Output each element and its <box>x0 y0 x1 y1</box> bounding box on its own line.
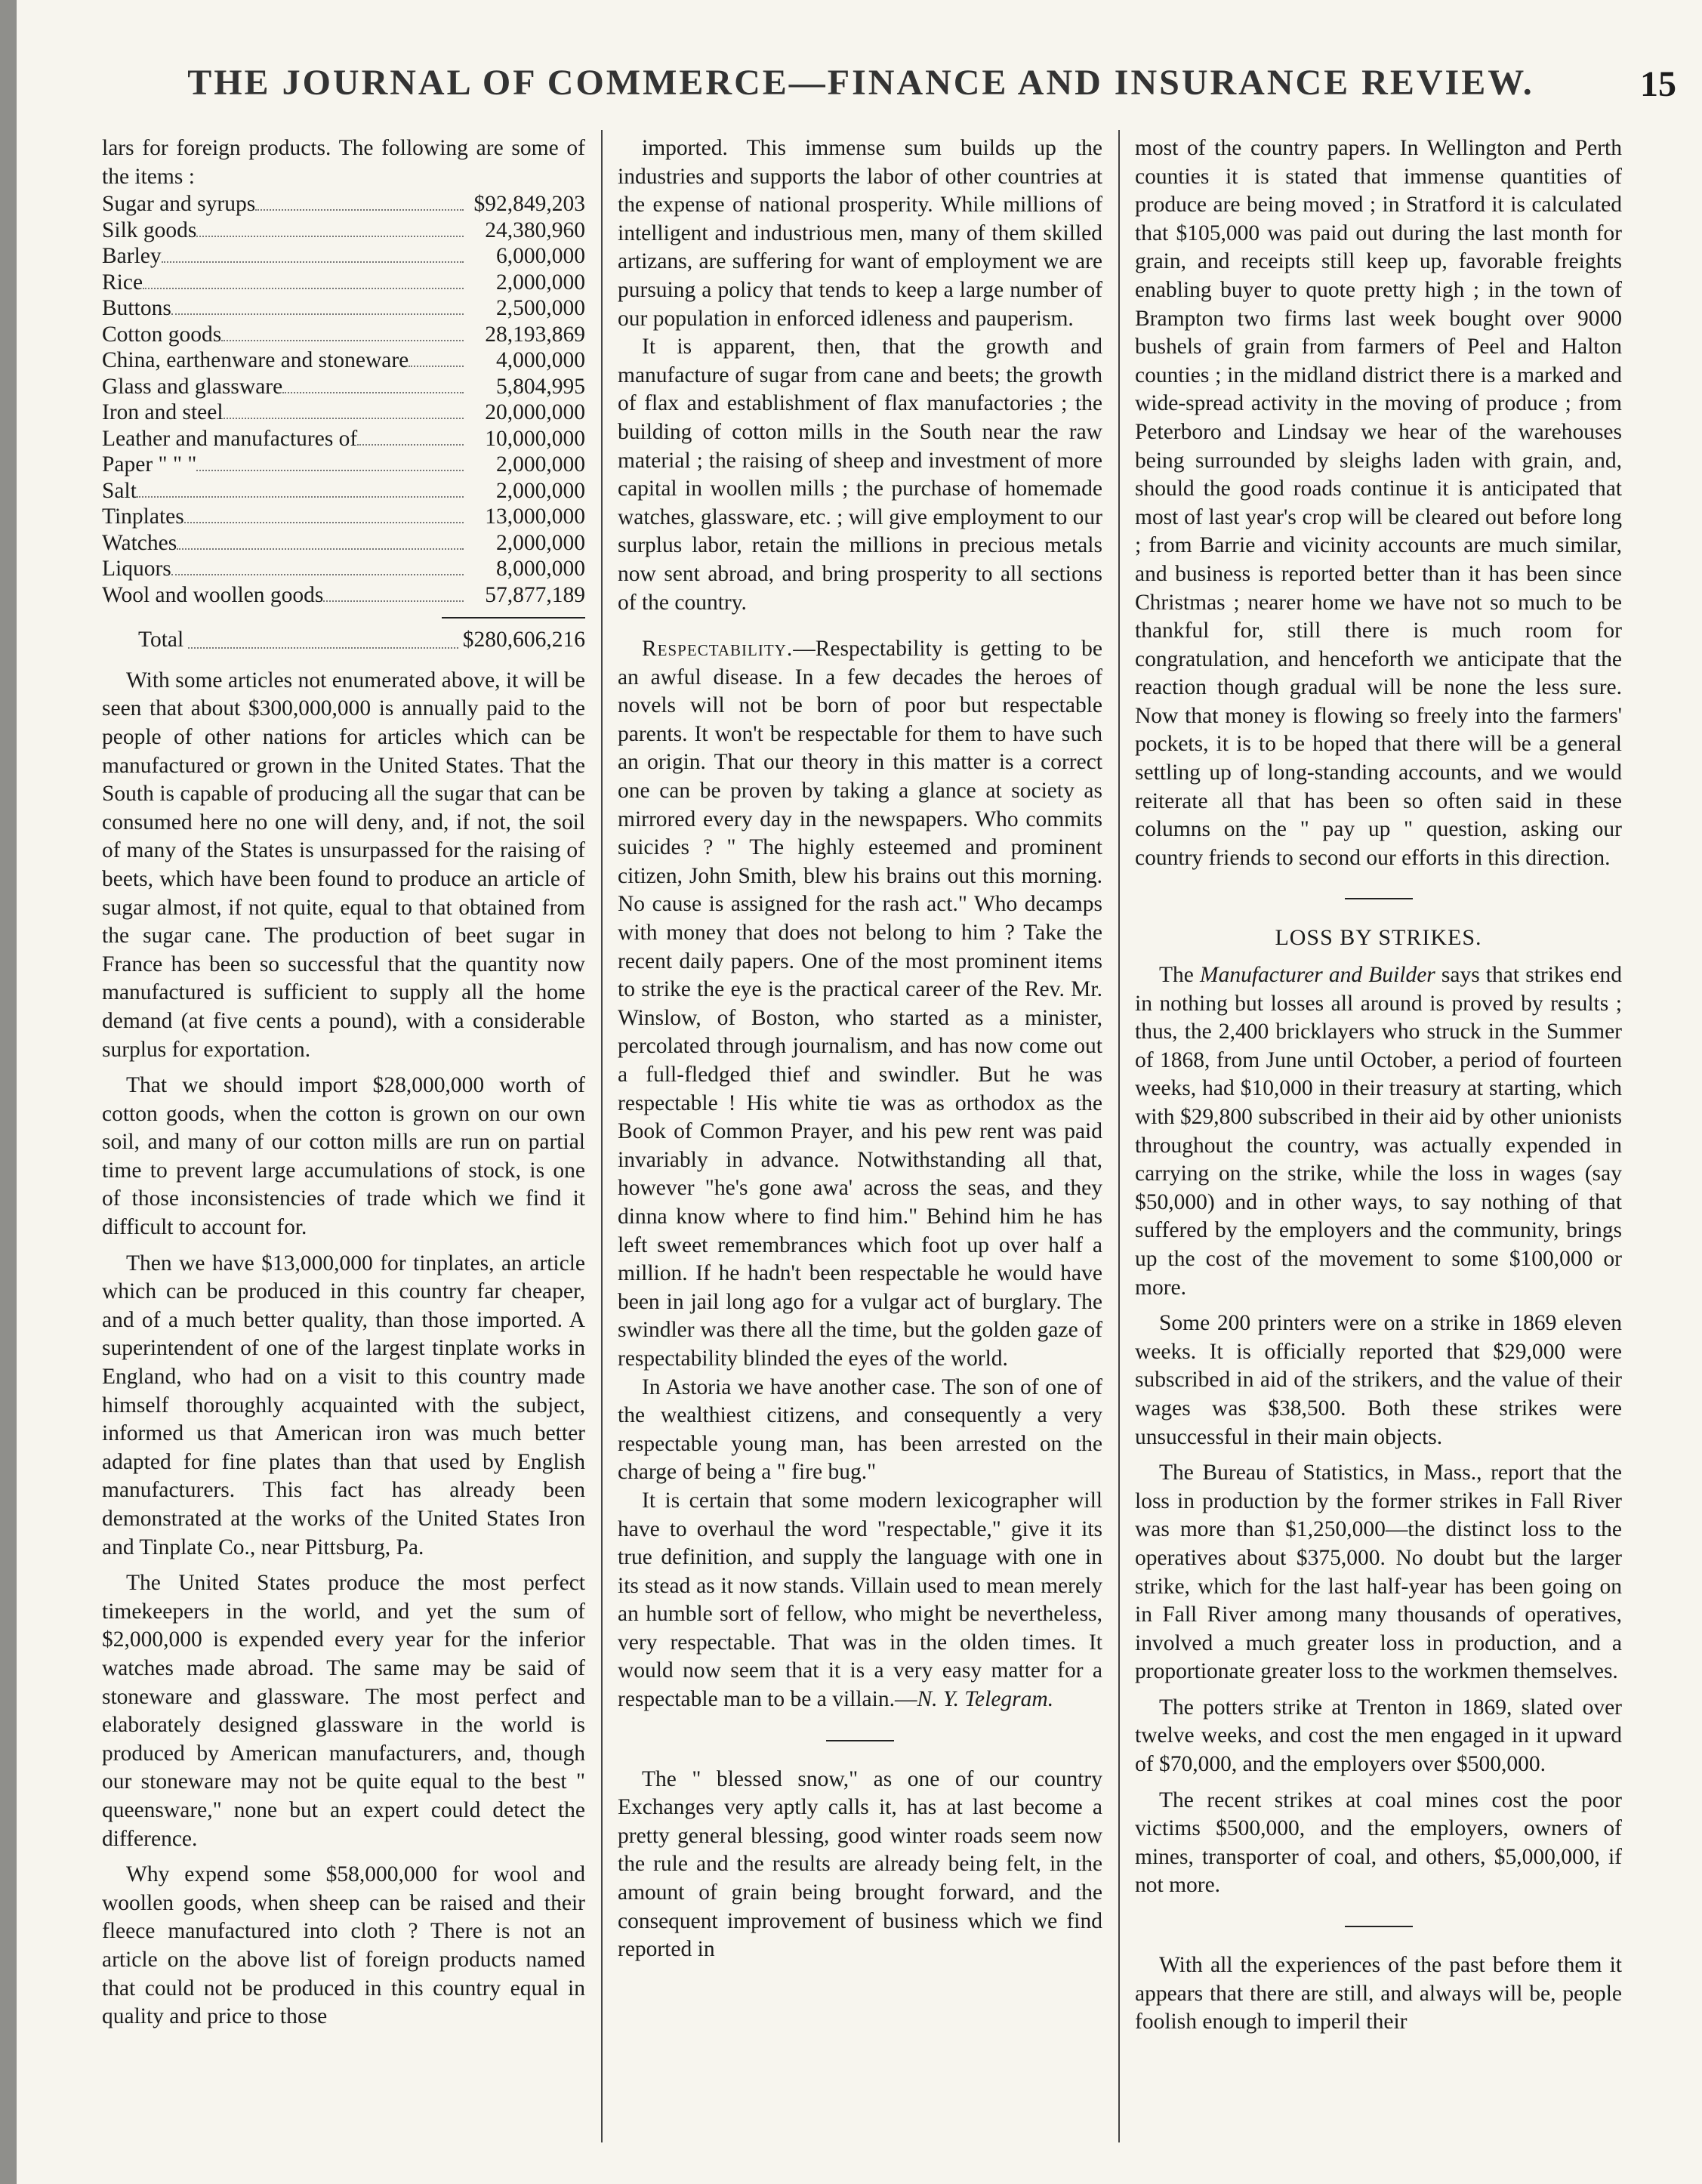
dot-leader <box>171 574 464 575</box>
total-label: Total <box>138 628 184 652</box>
strikes-body <box>1135 1309 1622 1900</box>
article-paragraph: imported. This immense sum builds up the industries and supports the labor of other countries at the expense of national prosperity. While millions of intelligent and industrious men, many of them skilled artizans, are suffering for want of employment we are pursuing a policy that tends to keep a large number of our population in enforced idleness and pauperism. <box>618 136 1102 331</box>
article-paragraph: With some articles not enumerated above, it will be seen that about $300,000,000 is annually paid to the people of other nations for articles which can be manufactured or grown in the United States. That the South is capable of producing all the sugar that can be consumed here no one will deny, and, if not, the soil of many of the States is unsurpassed for the raising of beets, which have been found to produce an article of sugar almost, if not quite, equal to that obtained from the sugar cane. The production of beet sugar in France has been so successful that the quantity now manufactured is sufficient to supply all the home demand (at five cents a pound), with a considerable surplus for exportation. <box>102 668 585 1062</box>
import-item-amount: 20,000,000 <box>485 400 585 425</box>
section-rule <box>1345 1926 1413 1927</box>
import-item-amount: 8,000,000 <box>496 557 585 581</box>
import-item-label: Wool and woollen goods <box>102 582 324 607</box>
snow-continued: most of the country papers. In Wellington and Perth counties it is stated that immense quantities of produce are being moved ; in Stratford it is calculated that $105,000 was paid out during the last month for grain, and receipts still keep up, favorable freights enabling buyer to quote pretty high ; in the town of Brampton two firms last week bought over 9000 bushels of grain from farmers of Peel and Halton counties ; in the midland district there is a marked and wide-spread activity in the moving of produce ; from Peterboro and Lindsay we hear of the warehouses being surrounded by sleighs laden with grain, and, should the good roads continue it is anticipated that most of last year's crop will be cleared out before long ; from Barrie and vicinity accounts are much similar, and business is reported better than it has been since Christmas ; nearer home we have not so much to be thankful for, still there is much room for congratulation, and henceforth we anticipate that the reaction though gradual will be none the less sure. Now that money is flowing so freely into the farmers' pockets, it is to be hoped that there will be a general settling up of long-standing accounts, and we would reiterate all that has been so often said in these columns on the " pay up " question, asking our country friends to second our efforts in this direction. <box>1135 136 1622 870</box>
dot-leader <box>177 548 464 550</box>
import-item-label: Rice <box>102 270 143 295</box>
imports-table <box>102 191 585 608</box>
dot-leader <box>171 313 464 315</box>
import-item-label: Iron and steel <box>102 400 224 425</box>
dot-leader <box>323 600 464 602</box>
article-paragraph: That we should import $28,000,000 worth of cotton goods, when the cotton is grown on our own soil, and many of our cotton mills are run on partial time to prevent large accumulations of stock, is one of those inconsistencies of trade which we find it difficult to account for. <box>102 1073 585 1240</box>
import-item-row <box>102 426 585 452</box>
dot-leader <box>162 261 464 263</box>
import-item-row <box>102 452 585 478</box>
import-item-row <box>102 582 585 609</box>
import-item-label: Watches <box>102 530 177 555</box>
import-item-row <box>102 243 585 270</box>
import-item-row <box>102 270 585 296</box>
import-item-row <box>102 530 585 557</box>
respectability-body <box>618 1374 1102 1487</box>
import-item-row <box>102 322 585 348</box>
article-paragraph: Why expend some $58,000,000 for wool and woollen goods, when sheep can be raised and their fleece manufactured into cloth ? There is not an article on the above list of foreign products named that could not be produced in this country equal in quality and price to those <box>102 1862 585 2029</box>
import-item-row <box>102 478 585 504</box>
import-item-label: China, earthenware and stoneware <box>102 348 409 373</box>
dot-leader <box>282 392 464 393</box>
column-3 <box>1135 134 1622 2037</box>
respectability-paragraph-1: Respectability.—Respectability is getting to be an awful disease. In a few decades the heroes of novels will not be born of poor but respectable parents. It won't be respectable for them to have such an origin. That our theory in this matter is a correct one can be proven by taking a glance at society as mirrored every day in the newspapers. Who commits suicides ? " The highly esteemed and prominent citizen, John Smith, blew his brains out this morning. No cause is assigned for the rash act." Who decamps with money that does not belong to him ? Take the recent daily papers. One of the most prominent items to strike the eye is the practical career of the Rev. Mr. Winslow, of Boston, who started as a minister, percolated through journalism, and has now come out a full-fledged thief and swindler. But he was respectable ! His white tie was as orthodox as the Book of Common Prayer, and his pew rent was paid invariably in advance. Notwithstanding all that, however "he's gone awa' across the seas, and they dinna know where to find him." Behind him he has left sweet remembrances which foot up over half a million. If he hadn't been respectable he would have been in jail long ago for a vulgar act of burglary. The swindler was there all the time, but the golden gaze of respectability blinded the eyes of the world. <box>618 637 1102 1371</box>
import-item-amount: 2,000,000 <box>496 270 585 295</box>
import-item-amount: 5,804,995 <box>496 374 585 399</box>
import-item-label: Silk goods <box>102 217 197 242</box>
dot-leader <box>255 209 464 211</box>
imports-article-body <box>102 667 585 2031</box>
snow-paragraph: The " blessed snow," as one of our country Exchanges very aptly calls it, has at last become a pretty general blessing, good winter roads seem now the rule and the results are already being felt, in the amount of grain being brought forward, and the consequent improvement of business which we find reported in <box>618 1766 1102 1962</box>
import-item-row <box>102 556 585 582</box>
strikes-paragraph-1: The Manufacturer and Builder says that strikes end in nothing but losses all around is proved by results ; thus, the 2,400 bricklayers who struck in the Summer of 1868, from June until October, a period of fourteen weeks, had $10,000 in their treasury at starting, which with $29,800 subscribed in their aid by other unionists throughout the country, was actually expended in carrying on the strike, while the loss in wages (say $50,000) and in other ways, to say nothing of that suffered by the employers and the community, brings up the cost of the movement to some $100,000 or more. <box>1135 963 1622 1300</box>
section-rule <box>826 1740 894 1741</box>
import-item-row <box>102 217 585 244</box>
import-item-label: Tinplates <box>102 504 184 529</box>
dot-leader <box>221 340 464 341</box>
import-item-label: Sugar and syrups <box>102 192 256 217</box>
column-2 <box>618 134 1102 1964</box>
total-row <box>138 626 585 655</box>
dot-leader <box>196 470 464 471</box>
page-header <box>45 62 1676 115</box>
column-1 <box>102 134 585 2031</box>
import-item-label: Buttons <box>102 296 171 321</box>
strikes-paragraph: The recent strikes at coal mines cost the poor victims $500,000, and the employers, owners of mines, transporter of coal, and others, $5,000,000, if not more. <box>1135 1788 1622 1898</box>
dot-leader <box>196 236 464 237</box>
imports-intro: lars for foreign products. The following are some of the items : <box>102 136 585 189</box>
import-item-amount: 28,193,869 <box>485 322 585 347</box>
import-item-amount: 2,500,000 <box>496 296 585 321</box>
imports-article-continued <box>618 134 1102 617</box>
strikes-paragraph: The Bureau of Statistics, in Mass., report that the loss in production by the former strikes in Fall River was more than $1,250,000—the distinct loss to the operatives about $375,000. No doubt but the larger strike, which for the last half-year has been going on in Fall River among many thousands of operatives, involved a much greater loss in production, and a proportionate greater loss to the workmen themselves. <box>1135 1461 1622 1684</box>
import-item-row <box>102 347 585 374</box>
import-item-row <box>102 295 585 322</box>
closing-paragraph: With all the experiences of the past before them it appears that there are still, and always will be, people foolish enough to imperil their <box>1135 1953 1622 2034</box>
dot-leader <box>143 288 464 289</box>
respectability-paragraph: In Astoria we have another case. The son of one of the wealthiest citizens, and consequently a very respectable young man, has been arrested on the charge of being a " fire bug." <box>618 1374 1102 1485</box>
import-item-amount: 10,000,000 <box>485 426 585 451</box>
import-item-amount: 24,380,960 <box>485 217 585 242</box>
total-rule <box>442 617 585 618</box>
import-item-amount: $92,849,203 <box>473 192 585 217</box>
loss-by-strikes-heading: LOSS BY STRIKES. <box>1275 925 1482 951</box>
import-item-amount: 2,000,000 <box>496 452 585 477</box>
import-item-label: Leather and manufactures of <box>102 426 358 451</box>
respectability-source: N. Y. Telegram. <box>917 1687 1054 1712</box>
import-item-row <box>102 399 585 426</box>
import-item-label: Barley <box>102 244 162 269</box>
section-rule <box>1345 898 1413 899</box>
import-item-label: Salt <box>102 478 137 503</box>
respectability-closing: It is certain that some modern lexicographer will have to overhaul the word "respectable," give it its true definition, and supply the language with one in its stead as it now stands. Villain used to mean merely an humble sort of fellow, who might be nevertheless, very respectable. That was in the olden times. It would now seem that it is a very easy matter for a respectable man to be a villain.—N. Y. Telegram. <box>618 1488 1102 1712</box>
import-item-label: Cotton goods <box>102 322 222 347</box>
import-item-row <box>102 191 585 217</box>
respectability-lead: Respectability. <box>642 637 794 662</box>
import-item-row <box>102 504 585 530</box>
total-amount: $280,606,216 <box>462 628 585 652</box>
column-divider-2 <box>1118 130 1120 2142</box>
import-item-amount: 4,000,000 <box>496 348 585 373</box>
article-paragraph: The United States produce the most perfect timekeepers in the world, and yet the sum of $2,000,000 is expended every year for the inferior watches made abroad. The same may be said of stoneware and glassware. The most perfect and elaborately designed glassware in the world is produced by American manufacturers, and, though our stoneware may not be quite equal to the best " queensware," none but an expert could detect the difference. <box>102 1571 585 1851</box>
import-item-label: Glass and glassware <box>102 374 283 399</box>
import-item-row <box>102 374 585 400</box>
strikes-paragraph: The potters strike at Trenton in 1869, slated over twelve weeks, and cost the men engaged in it upward of $70,000, and the employers over $500,000. <box>1135 1695 1622 1777</box>
import-item-amount: 2,000,000 <box>496 530 585 555</box>
import-item-amount: 6,000,000 <box>496 244 585 269</box>
dot-leader <box>409 366 464 367</box>
column-divider-1 <box>601 130 603 2142</box>
dot-leader <box>137 496 464 498</box>
import-item-amount: 13,000,000 <box>485 504 585 529</box>
dot-leader <box>357 444 464 446</box>
import-item-amount: 2,000,000 <box>496 478 585 503</box>
import-item-label: Liquors <box>102 557 171 581</box>
strikes-source: Manufacturer and Builder <box>1200 963 1435 988</box>
article-paragraph: It is apparent, then, that the growth and manufacture of sugar from cane and beets; the growth of flax and establishment of flax manufactories ; the building of cotton mills in the South near the raw material ; the raising of sheep and investment of more capital in woollen mills ; the purchase of homemade watches, glassware, etc. ; will give employment to our surplus labor, retain the millions in precious metals now sent abroad, and bring prosperity to all sections of the country. <box>618 335 1102 615</box>
import-item-label: Paper " " " <box>102 452 197 477</box>
strikes-paragraph: Some 200 printers were on a strike in 1869 eleven weeks. It is officially reported that $29,000 were subscribed in aid of the strikers, and the value of their wages was $38,500. Both these strikes were unsuccessful in their main objects. <box>1135 1311 1622 1449</box>
page-number: 15 <box>1640 64 1676 104</box>
article-paragraph: Then we have $13,000,000 for tinplates, an article which can be produced in this country far cheaper, and of a much better quality, than those imported. A superintendent of one of the largest tinplate works in England, who had on a visit to this country made himself thoroughly acquainted with the subject, informed us that American iron was much better adapted for fine plates than that used by English manufacturers. This fact has already been demonstrated at the works of the United States Iron and Tinplate Co., near Pittsburg, Pa. <box>102 1251 585 1559</box>
scan-edge <box>0 0 17 2184</box>
total-leader <box>188 626 458 649</box>
import-item-amount: 57,877,189 <box>485 582 585 607</box>
dot-leader <box>184 522 464 523</box>
journal-title: THE JOURNAL OF COMMERCE—FINANCE AND INSURANCE REVIEW. <box>187 63 1534 103</box>
dot-leader <box>224 418 464 419</box>
